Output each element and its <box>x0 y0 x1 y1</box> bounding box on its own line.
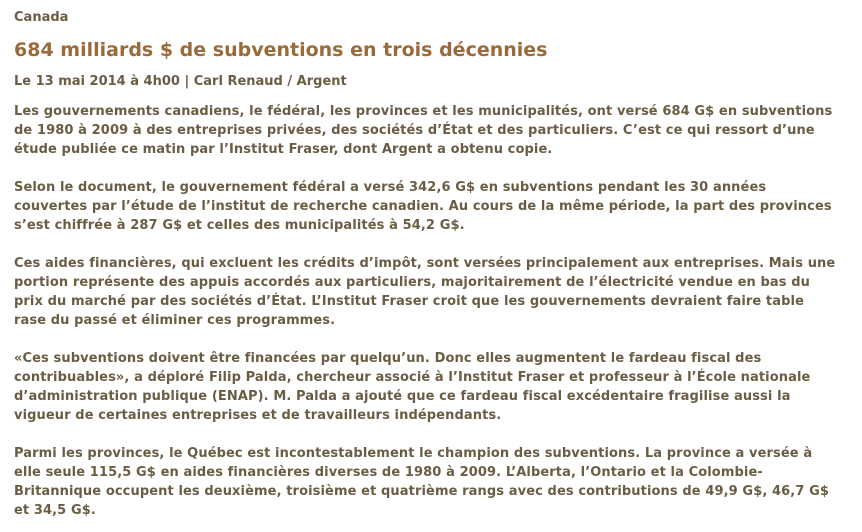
article-body <box>14 102 840 520</box>
article-byline: Le 13 mai 2014 à 4h00 | Carl Renaud / Argent <box>14 74 347 89</box>
article-title: 684 milliards $ de subventions en trois décennies <box>14 39 548 61</box>
article-paragraph: Selon le document, le gouvernement fédéral a versé 342,6 G$ en subventions pendant les 30 années couvertes par l’étude de l’institut de recherche canadien. Au cours de la même période, la part des provinces s’est chiffrée à 287 G$ et celles des municipalités à 54,2 G$. <box>14 180 832 233</box>
article-paragraph: Ces aides financières, qui excluent les crédits d’impôt, sont versées principalement aux entreprises. Mais une portion représente des appuis accordés aux particuliers, majoritairement de l’électricité vendue en bas du prix du marché par des sociétés d’État. L’Institut Fraser croit que les gouvernements devraient faire table rase du passé et éliminer ces programmes. <box>14 256 836 328</box>
article-paragraph: Parmi les provinces, le Québec est incontestablement le champion des subventions. La province a versée à elle seule 115,5 G$ en aides financières diverses de 1980 à 2009. L’Alberta, l’Ontario et la Colombie-Britannique occupent les deuxième, troisième et quatrième rangs avec des contributions de 49,9 G$, 46,7 G$ et 34,5 G$. <box>14 446 830 518</box>
article-paragraph: «Ces subventions doivent être financées par quelqu’un. Donc elles augmentent le fardeau fiscal des contribuables», a déploré Filip Palda, chercheur associé à l’Institut Fraser et professeur à l’École nationale d’administration publique (ENAP). M. Palda a ajouté que ce fardeau fiscal excédentaire fragilise aussi la vigueur de certaines entreprises et de travailleurs indépendants. <box>14 351 811 423</box>
article-paragraph: Les gouvernements canadiens, le fédéral, les provinces et les municipalités, ont versé 684 G$ en subventions de 1980 à 2009 à des entreprises privées, des sociétés d’État et des particuliers. C’est ce qui ressort d’une étude publiée ce matin par l’Institut Fraser, dont Argent a obtenu copie. <box>14 104 833 157</box>
article-category[interactable]: Canada <box>14 10 69 25</box>
